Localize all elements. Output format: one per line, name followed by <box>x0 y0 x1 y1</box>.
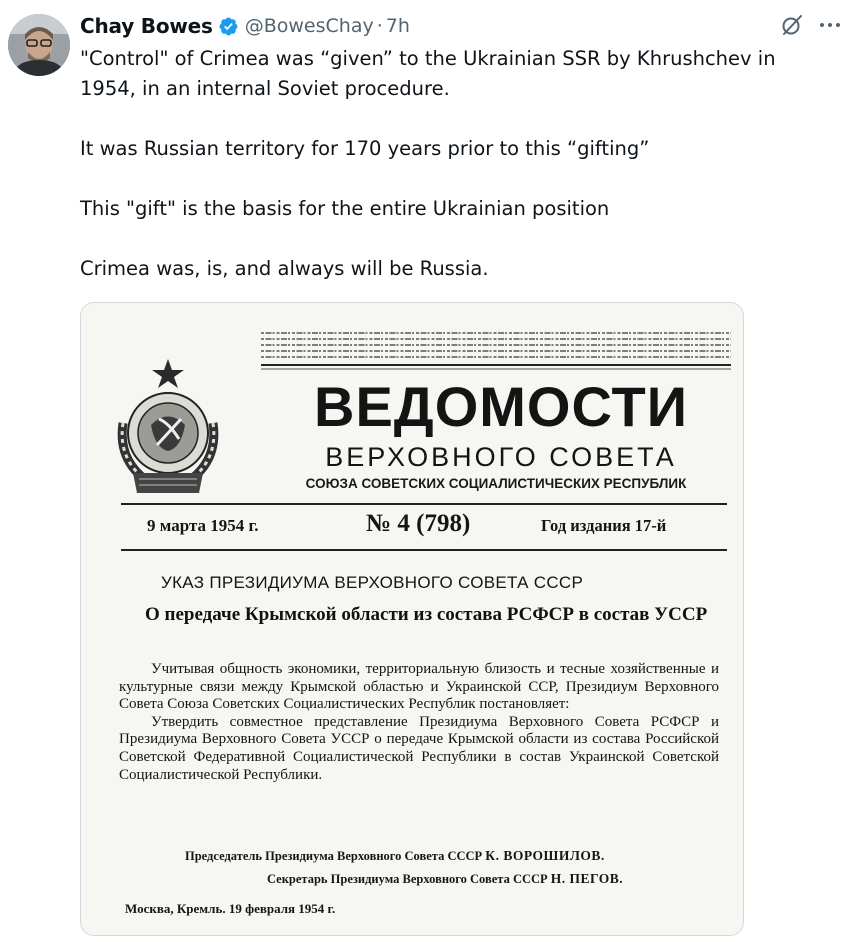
tweet-text <box>80 44 820 284</box>
decree-place-date: Москва, Кремль. 19 февраля 1954 г. <box>125 901 336 916</box>
issue-number: № 4 (798) <box>366 510 471 537</box>
gazette-masthead-subtitle: ВЕРХОВНОГО СОВЕТА <box>325 442 677 472</box>
issue-date: 9 марта 1954 г. <box>147 516 259 535</box>
separator-dot: · <box>376 15 383 37</box>
chairman-name: К. ВОРОШИЛОВ. <box>485 848 605 863</box>
newspaper-scan <box>81 303 743 935</box>
tweet-paragraph: It was Russian territory for 170 years prior to this “gifting” <box>80 137 650 160</box>
decree-subject: О передаче Крымской области из состава РСФСР в состав УССР <box>145 604 708 625</box>
avatar-photo <box>8 14 70 76</box>
author-avatar[interactable] <box>8 14 70 76</box>
publication-year: Год издания 17-й <box>541 516 667 535</box>
tweet-paragraph: Crimea was, is, and always will be Russia. <box>80 257 489 280</box>
soviet-emblem-icon <box>93 353 243 503</box>
tweet-media-image[interactable] <box>80 302 744 936</box>
tweet-actions-top <box>780 13 842 41</box>
author-name[interactable]: Chay Bowes <box>80 14 213 38</box>
secretary-signature <box>267 871 623 887</box>
tweet-header <box>80 12 410 40</box>
chairman-title: Председатель Президиума Верховного Совета СССР <box>185 849 483 863</box>
tweet-paragraph: This "gift" is the basis for the entire Ukrainian position <box>80 197 610 220</box>
tweet-paragraph: "Control" of Crimea was “given” to the Ukrainian SSR by Khrushchev in 1954, in an internal Soviet procedure. <box>80 47 776 100</box>
tweet-timestamp[interactable]: 7h <box>385 15 410 37</box>
decree-paragraph: Учитывая общность экономики, территориальную близость и тесные хозяйственные и культурные связи между Крымской областью и Украинской ССР, Президиум Верховного Совета Союза Советских Социалистических Республик постановляет: <box>119 661 719 713</box>
more-icon[interactable] <box>818 13 842 41</box>
author-handle[interactable]: @BowesChay <box>244 15 374 37</box>
divider <box>121 549 727 551</box>
decree-paragraph: Утвердить совместное представление Президиума Верховного Совета РСФСР и Президиума Верховного Совета УССР о передаче Крымской области из состава Российской Советской Федеративной Социалистической Республики в состав Украинской Советской Социалистической Республики. <box>119 713 719 783</box>
masthead-fine-print <box>261 329 731 373</box>
secretary-name: Н. ПЕГОВ. <box>550 871 624 886</box>
chairman-signature <box>185 848 605 864</box>
divider <box>121 503 727 505</box>
decree-body <box>119 661 719 784</box>
gazette-masthead-union: СОЮЗА СОВЕТСКИХ СОЦИАЛИСТИЧЕСКИХ РЕСПУБЛИК <box>305 476 687 491</box>
decree-title: УКАЗ ПРЕЗИДИУМА ВЕРХОВНОГО СОВЕТА СССР <box>161 573 584 592</box>
secretary-title: Секретарь Президиума Верховного Совета СССР <box>267 872 548 886</box>
grok-icon[interactable] <box>780 13 804 41</box>
gazette-masthead-title: ВЕДОМОСТИ <box>314 375 688 438</box>
verified-badge-icon[interactable] <box>218 16 239 37</box>
